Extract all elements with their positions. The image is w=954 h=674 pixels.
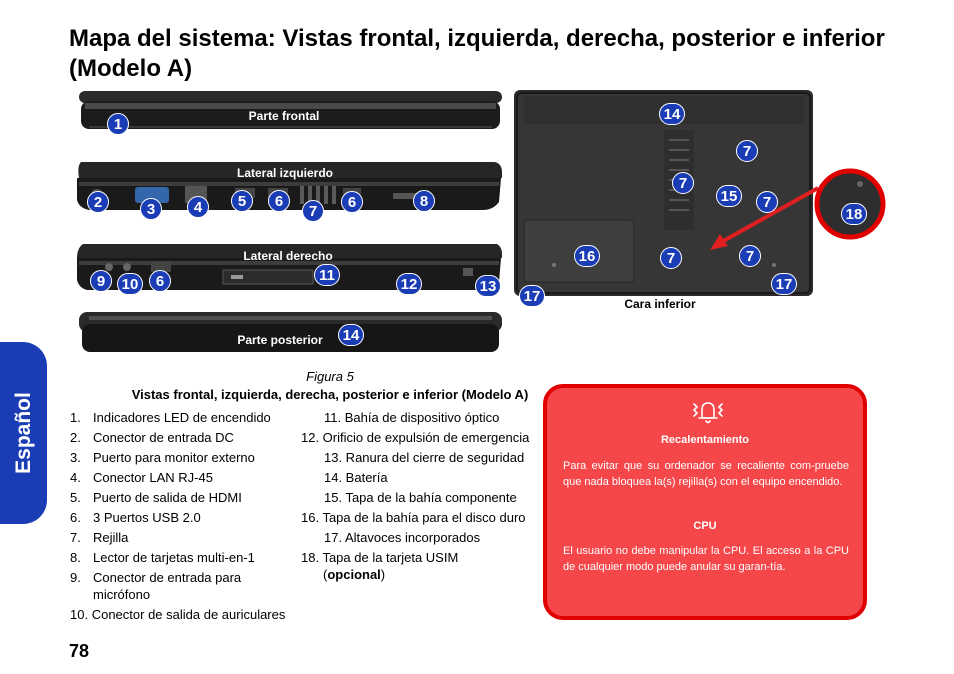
callout-badge: 7 — [660, 247, 682, 269]
page-number: 78 — [69, 641, 90, 661]
legend-item: 16. Tapa de la bahía para el disco duro — [301, 510, 526, 525]
legend-item: 11. Bahía de dispositivo óptico — [324, 410, 500, 425]
legend-item: 7. Rejilla — [70, 530, 129, 545]
callout-badge: 17 — [771, 273, 797, 295]
callout-badge: 12 — [396, 273, 422, 295]
callout-badge: 14 — [659, 103, 685, 125]
figure-number: Figura 5 — [306, 369, 354, 384]
callout-badge: 7 — [756, 191, 778, 213]
legend-item: 5. Puerto de salida de HDMI — [70, 490, 242, 505]
callout-badge: 7 — [302, 200, 324, 222]
legend-item: 3. Puerto para monitor externo — [70, 450, 255, 465]
callout-badge: 4 — [187, 196, 209, 218]
callout-badge: 7 — [672, 172, 694, 194]
warning-heading-overheating: Recalentamiento — [660, 434, 750, 446]
callout-badge: 6 — [341, 191, 363, 213]
callout-badge: 7 — [736, 140, 758, 162]
legend-item: 2. Conector de entrada DC — [70, 430, 234, 445]
language-tab — [0, 342, 47, 524]
callout-badge: 6 — [149, 270, 171, 292]
callout-badge: 5 — [231, 190, 253, 212]
legend-item: 9. Conector de entrada para micrófono — [70, 570, 242, 602]
language-tab-label: Español — [11, 392, 35, 474]
callout-badge: 15 — [716, 185, 742, 207]
rear-view-label: Parte posterior — [237, 333, 323, 347]
warning-text-cpu: El usuario no debe manipular la CPU. El acceso a la CPU de cualquier modo puede anular su garan-tía. — [563, 545, 849, 573]
callout-badge: 10 — [117, 273, 143, 295]
legend-item: 1. Indicadores LED de encendido — [70, 410, 271, 425]
legend-list-right — [301, 408, 536, 583]
overheat-warning-icon — [691, 398, 725, 426]
callout-badge: 18 — [841, 203, 867, 225]
legend-item: 10. Conector de salida de auriculares — [70, 607, 286, 622]
callout-badge: 9 — [90, 270, 112, 292]
callout-badge: 2 — [87, 191, 109, 213]
legend-item: 18. Tapa de la tarjeta USIM (opcional) — [301, 550, 459, 582]
callout-badge: 13 — [475, 275, 501, 297]
legend-item: 8. Lector de tarjetas multi-en-1 — [70, 550, 255, 565]
callout-badge: 1 — [107, 113, 129, 135]
callout-badge: 16 — [574, 245, 600, 267]
callout-badge: 7 — [739, 245, 761, 267]
callout-badge: 14 — [338, 324, 364, 346]
right-view-label: Lateral derecho — [243, 249, 333, 263]
legend-item: 4. Conector LAN RJ-45 — [70, 470, 213, 485]
page-title: Mapa del sistema: Vistas frontal, izquierda, derecha, posterior e inferior (Modelo A) — [69, 25, 885, 82]
legend-item: 14. Batería — [324, 470, 388, 485]
callout-badge: 17 — [519, 285, 545, 307]
legend-item: 13. Ranura del cierre de seguridad — [324, 450, 525, 465]
callout-badge: 3 — [140, 198, 162, 220]
legend-item: 17. Altavoces incorporados — [324, 530, 481, 545]
warning-box — [543, 384, 867, 620]
legend-item: 15. Tapa de la bahía componente — [324, 490, 517, 505]
front-view-label: Parte frontal — [248, 109, 320, 123]
warning-text-overheating: Para evitar que su ordenador se recaliente com-pruebe que nada bloquea la(s) rejilla(s) con el equipo encendido. — [563, 460, 849, 488]
bottom-view-label: Cara inferior — [624, 297, 696, 311]
legend-list-left — [70, 408, 295, 625]
warning-heading-cpu: CPU — [693, 520, 717, 532]
callout-badge: 6 — [268, 190, 290, 212]
left-view-label: Lateral izquierdo — [236, 166, 334, 180]
legend-item: 12. Orificio de expulsión de emergencia — [301, 430, 530, 445]
callout-badge: 8 — [413, 190, 435, 212]
figure-caption: Vistas frontal, izquierda, derecha, posterior e inferior (Modelo A) — [131, 387, 529, 402]
legend-item: 6. 3 Puertos USB 2.0 — [70, 510, 201, 525]
callout-badge: 11 — [314, 264, 340, 286]
